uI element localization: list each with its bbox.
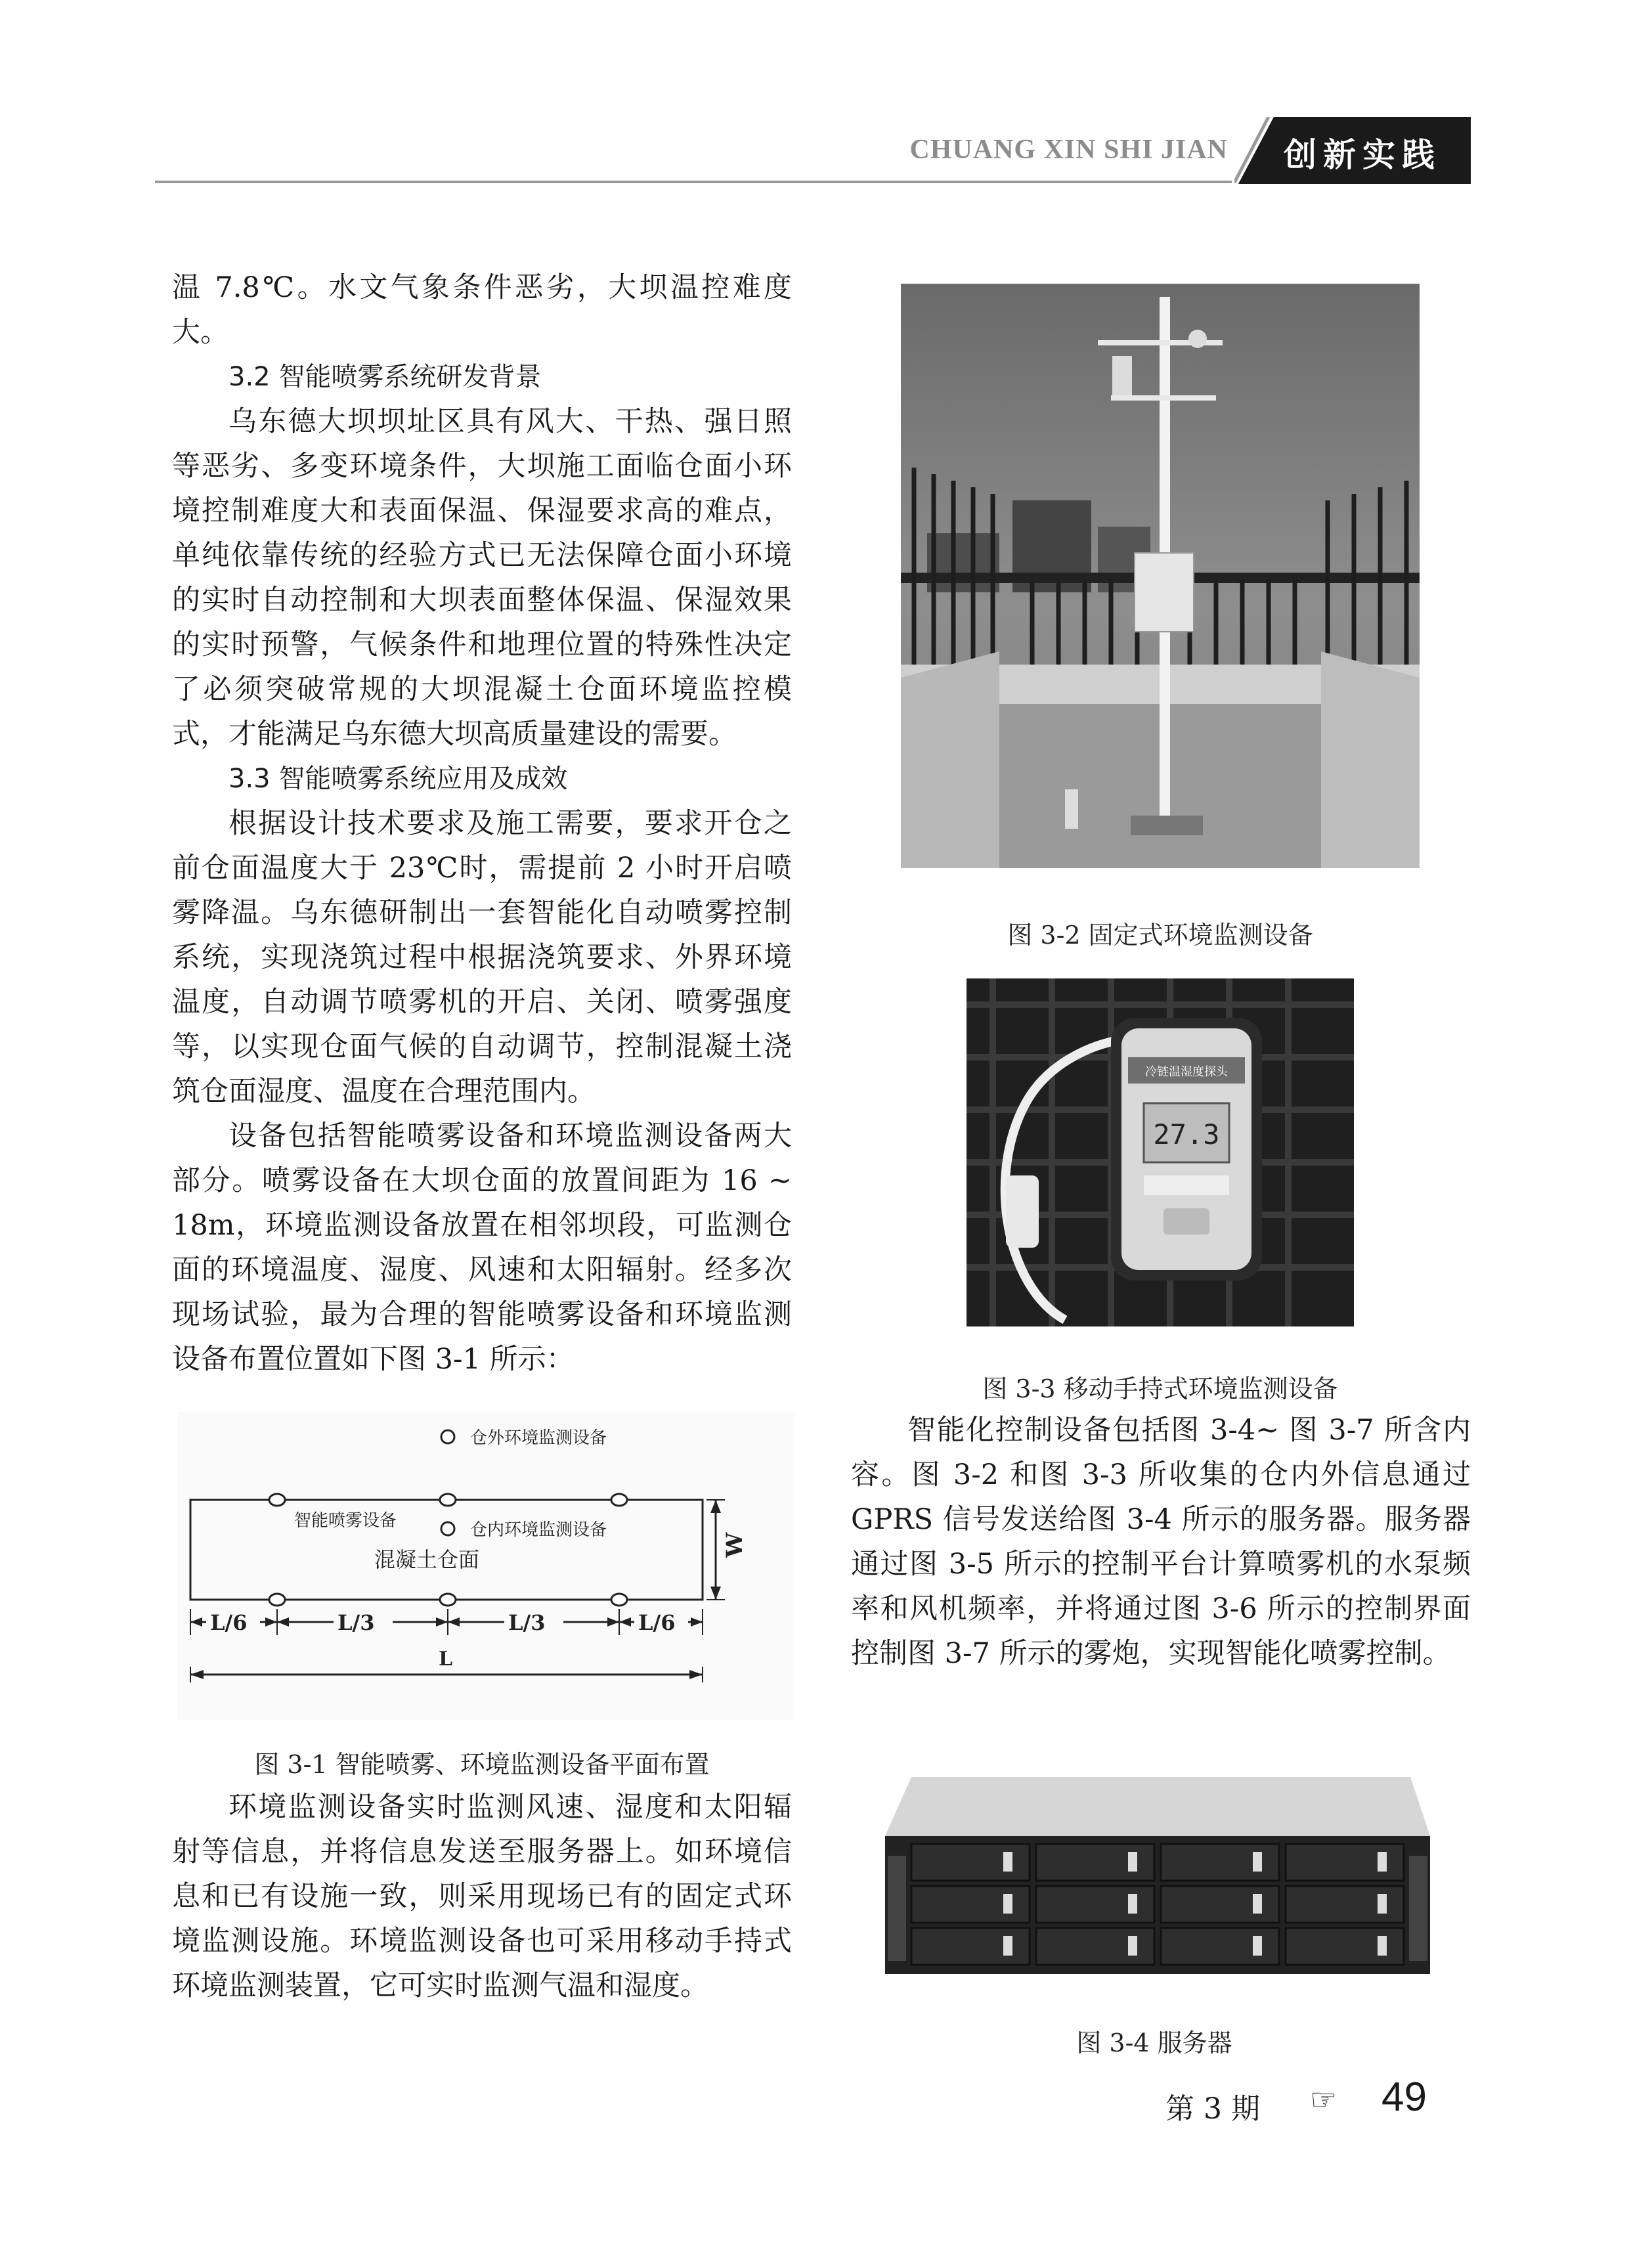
page-number: 49 <box>1381 2074 1427 2120</box>
figure-3-3-caption: 图 3-3 移动手持式环境监测设备 <box>982 1374 1338 1403</box>
figure-3-1-caption: 图 3-1 智能喷雾、环境监测设备平面布置 <box>254 1750 710 1779</box>
section-heading-3-2: 3.2 智能喷雾系统研发背景 <box>228 362 542 392</box>
photo-handheld-monitor <box>967 978 1354 1326</box>
header-rule <box>155 181 1232 183</box>
paragraph-equipment: 设备包括智能喷雾设备和环境监测设备两大部分。喷雾设备在大坝仓面的放置间距为 16 ~ 18m，环境监测设备放置在相邻坝段，可监测仓面的环境温度、湿度、风速和太阳辐射。经多次现场试验，最为合理的智能喷雾设备和环境监测设备布置位置如下图 3-1 所示： <box>172 1120 792 1376</box>
segment-l3-left: L/3 <box>337 1610 375 1635</box>
photo-fixed-monitor <box>901 284 1420 868</box>
paragraph-continuation: 温 7.8℃。水文气象条件恶劣，大坝温控难度大。 <box>172 271 792 349</box>
paragraph-control-equipment: 智能化控制设备包括图 3-4~ 图 3-7 所含内容。图 3-2 和图 3-3 所收集的仓内外信息通过 GPRS 信号发送给图 3-4 所示的服务器。服务器通过图 3-5 所示的控制平台计算喷雾机的水泵频率和风机频率，并将通过图 3-6 所示的控制界面控制图 3-7 所示的雾炮，实现智能化喷雾控制。 <box>851 1414 1471 1670</box>
paragraph-application: 根据设计技术要求及施工需要，要求开仓之前仓面温度大于 23℃时，需提前 2 小时开启喷雾降温。乌东德研制出一套智能化自动喷雾控制系统，实现浇筑过程中根据浇筑要求、外界环境温度，自动调节喷雾机的开启、关闭、喷雾强度等，以实现仓面气候的自动调节，控制混凝土浇筑仓面湿度、温度在合理范围内。 <box>172 807 792 1108</box>
pointing-hand-icon: ☞ <box>1310 2082 1337 2117</box>
outside-monitor-marker <box>441 1430 454 1443</box>
width-label: W <box>722 1532 748 1558</box>
section-heading-3-3: 3.3 智能喷雾系统应用及成效 <box>228 764 568 794</box>
outside-monitor-label: 仓外环境监测设备 <box>470 1428 607 1448</box>
layout-diagram <box>177 1412 794 1720</box>
segment-l6-left: L/6 <box>210 1610 248 1635</box>
left-column-bottom <box>172 1785 792 2008</box>
segment-l3-right: L/3 <box>508 1610 546 1635</box>
paragraph-background: 乌东德大坝坝址区具有风大、干热、强日照等恶劣、多变环境条件，大坝施工面临仓面小环境控制难度大和表面保温、保湿要求高的难点，单纯依靠传统的经验方式已无法保障仓面小环境的实时自动控制和大坝表面整体保温、保湿效果的实时预警，气候条件和地理位置的特殊性决定了必须突破常规的大坝混凝土仓面环境监控模式，才能满足乌东德大坝高质量建设的需要。 <box>172 405 792 751</box>
figure-3-4-caption: 图 3-4 服务器 <box>1076 2028 1232 2057</box>
left-column-top <box>172 265 792 1382</box>
paragraph-monitoring: 环境监测设备实时监测风速、湿度和太阳辐射等信息，并将信息发送至服务器上。如环境信息和已有设施一致，则采用现场已有的固定式环境监测设施。环境监测设备也可采用移动手持式环境监测装置，它可实时监测气温和湿度。 <box>172 1791 792 2002</box>
inside-monitor-label: 仓内环境监测设备 <box>470 1520 607 1540</box>
photo-server <box>872 1764 1437 1987</box>
running-title: CHUANG XIN SHI JIAN <box>909 135 1228 165</box>
section-badge: 创新实践 <box>1284 136 1441 174</box>
segment-l6-right: L/6 <box>638 1610 676 1635</box>
device-screen-title: 冷链温湿度探头 <box>1145 1065 1228 1079</box>
issue-label: 第 3 期 <box>1165 2092 1260 2126</box>
right-column-text <box>851 1408 1471 1676</box>
device-reading: 27.3 <box>1153 1118 1220 1150</box>
concrete-area-label: 混凝土仓面 <box>374 1547 480 1572</box>
total-length-label: L <box>439 1648 453 1671</box>
spray-device-label: 智能喷雾设备 <box>294 1511 397 1531</box>
figure-3-2-caption: 图 3-2 固定式环境监测设备 <box>1007 921 1313 950</box>
